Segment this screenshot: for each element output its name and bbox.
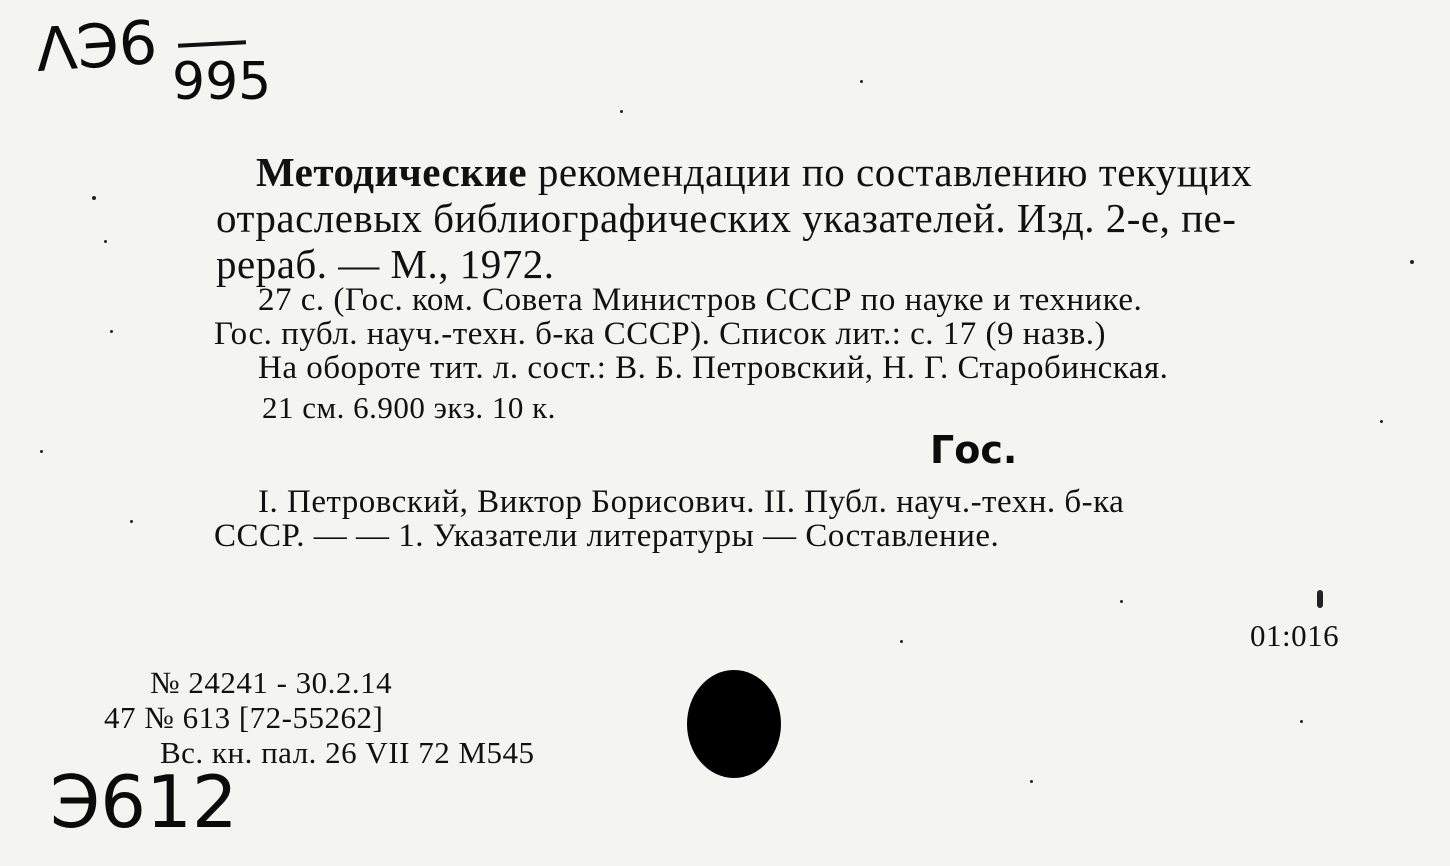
entry-title-rest: рекомендации по составлению текущих — [527, 149, 1253, 195]
registry-line-1: № 24241 - 30.2.14 — [150, 665, 393, 700]
tracings-line-1: I. Петровский, Виктор Борисович. II. Публ. науч.-техн. б-ка — [258, 484, 1125, 520]
dust-speck — [92, 196, 96, 200]
dust-speck — [1317, 590, 1323, 608]
dust-speck — [110, 330, 113, 333]
dust-speck — [620, 110, 623, 113]
handwritten-top-code: ΛЭ6 — [33, 7, 160, 87]
entry-description-line-4: 21 см. 6.900 экз. 10 к. — [262, 390, 556, 425]
entry-description-line-3: На обороте тит. л. сост.: В. Б. Петровский, Н. Г. Старобинская. — [258, 350, 1169, 386]
handwritten-stamp: Гос. — [930, 428, 1018, 472]
dust-speck — [900, 640, 903, 643]
dust-speck — [1410, 260, 1414, 264]
handwritten-bottom-code: Э612 — [50, 760, 238, 844]
dust-speck — [860, 80, 863, 83]
entry-title-line-1 — [256, 148, 1252, 196]
entry-description-line-2: Гос. публ. науч.-техн. б-ка СССР). Список лит.: с. 17 (9 назв.) — [214, 316, 1106, 352]
registry-line-3: Вс. кн. пал. 26 VII 72 М545 — [160, 735, 535, 770]
registry-line-2: 47 № 613 [72-55262] — [104, 700, 384, 735]
dust-speck — [130, 520, 133, 523]
dust-speck — [104, 240, 107, 243]
entry-description-line-1: 27 с. (Гос. ком. Совета Министров СССР по науке и технике. — [258, 282, 1143, 318]
handwritten-top-fraction: 995 — [172, 52, 272, 112]
dust-speck — [1120, 600, 1123, 603]
tracings-line-2: СССР. — — 1. Указатели литературы — Составление. — [214, 518, 1000, 554]
punched-hole — [687, 670, 781, 778]
entry-title-line-2: отраслевых библиографических указателей. Изд. 2-е, пе- — [216, 195, 1237, 241]
entry-title-bold: Методические — [256, 149, 528, 195]
dust-speck — [1030, 780, 1033, 783]
handwritten-fraction-bar — [178, 40, 246, 48]
classification-index: 01:016 — [1250, 618, 1340, 653]
dust-speck — [1380, 420, 1383, 423]
dust-speck — [40, 450, 43, 453]
dust-speck — [1300, 720, 1303, 723]
entry-title-line-3: рераб. — М., 1972. — [216, 241, 555, 287]
